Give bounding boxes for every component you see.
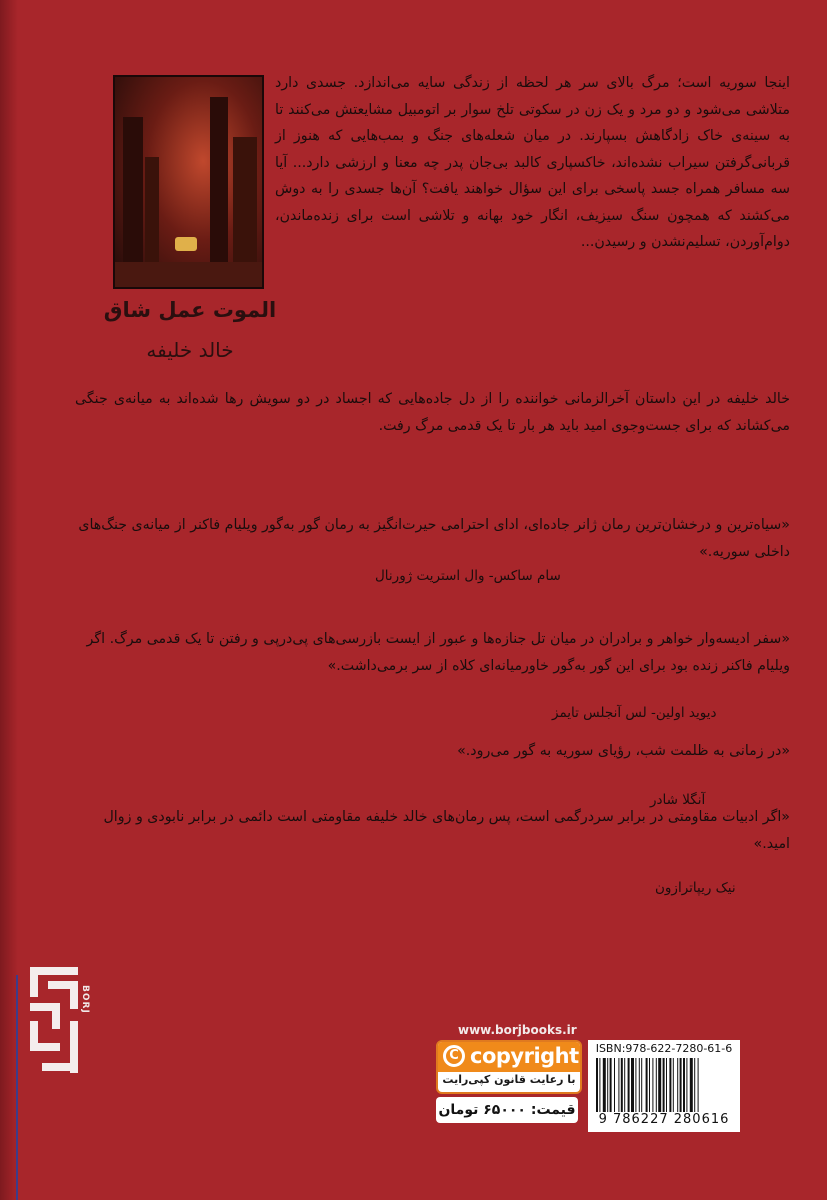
review-quote-2: «سفر ادیسه‌وار خواهر و برادران در میان تل جنازه‌ها و عبور از ایست بازرسی‌های پی‌درپی و رفتن تا یک قدمی مرگ. اگر ویلیام فاکنر زنده بود برای این گور به‌گور خاورمیانه‌ای کلاه از سر برمی‌داشت.»: [86, 631, 790, 674]
price-label: قیمت:: [530, 1102, 576, 1118]
review-source-2: دیوید اولین- لس آنجلس تایمز: [552, 705, 717, 721]
synopsis-paragraph-1: اینجا سوریه است؛ مرگ بالای سر هر لحظه از زندگی سایه می‌اندازد. جسدی دارد متلاشی می‌شود و دو مرد و یک زن در سکوتی تلخ سوار بر اتومبیل مشایعتش می‌کنند تا به سینه‌ی خاک زادگاهش بسپارند. در میان شعله‌های جنگ و بمب‌هایی که هنوز از قربانی‌گرفتن سیراب نشده‌اند، خاکسپاری کالبد بی‌جان پدر چه معنا و ارزشی دارد... آیا سه مسافر همراه جسد پاسخی برای این سؤال خواهند یافت؟ آن‌ها جسدی را به دوش می‌کشند که همچون سنگ سیزیف، انگار خود بهانه و تلاشی است برای زنده‌ماندن، دوام‌آوردن، تسلیم‌نشدن و رسیدن...: [275, 75, 790, 250]
review-source-3: آنگلا شادر: [650, 792, 706, 808]
isbn-text: ISBN:978-622-7280-61-6: [595, 1042, 733, 1055]
synopsis-paragraph-2: خالد خلیفه در این داستان آخرالزمانی خواننده را از دل جاده‌هایی که اجساد در دو سویش رها شده‌اند به میانه‌ی جنگی می‌کشاند که برای جست‌وجوی امید باید هر بار تا یک قدمی مرگ رفت.: [75, 391, 790, 434]
borj-logo-icon: [28, 965, 80, 1075]
copyright-badge: [436, 1040, 582, 1094]
copyright-subtitle: با رعایت قانون کپی‌رایت: [442, 1073, 576, 1086]
barcode-bars: [594, 1058, 734, 1112]
review-source-1: سام ساکس- وال استریت ژورنال: [375, 568, 561, 584]
cover-thumbnail: [113, 75, 264, 289]
review-quote-4: «اگر ادبیات مقاومتی در برابر سردرگمی است، پس رمان‌های خالد خلیفه مقاومتی است دائمی در برابر نابودی و زوال امید.»: [103, 809, 790, 852]
price-value: ۶۵۰۰۰ تومان: [438, 1102, 526, 1118]
review-quote-3: «در زمانی به ظلمت شب، رؤیای سوریه به گور می‌رود.»: [457, 743, 790, 759]
ean-number: 9 786227 280616: [598, 1112, 730, 1127]
copyright-icon: C: [443, 1045, 465, 1067]
review-quote-1: «سیاه‌ترین و درخشان‌ترین رمان ژانر جاده‌ای، ادای احترامی حیرت‌انگیز به رمان گور به‌گور ویلیام فاکنر از میانه‌ی جنگ‌های داخلی سوریه.»: [78, 517, 790, 560]
copyright-label: copyright: [470, 1044, 579, 1068]
publisher-website[interactable]: www.borjbooks.ir: [458, 1023, 577, 1037]
price-box: [436, 1097, 578, 1123]
book-author: خالد خلیفه: [146, 338, 234, 362]
review-source-4: نیک ریپاترازون: [655, 880, 736, 896]
car-icon: [175, 237, 197, 251]
spine-edge: [16, 975, 18, 1200]
book-title: الموت عمل شاق: [103, 298, 277, 322]
publisher-logo-text: BORJ: [80, 985, 90, 1014]
barcode-panel: [588, 1040, 740, 1132]
